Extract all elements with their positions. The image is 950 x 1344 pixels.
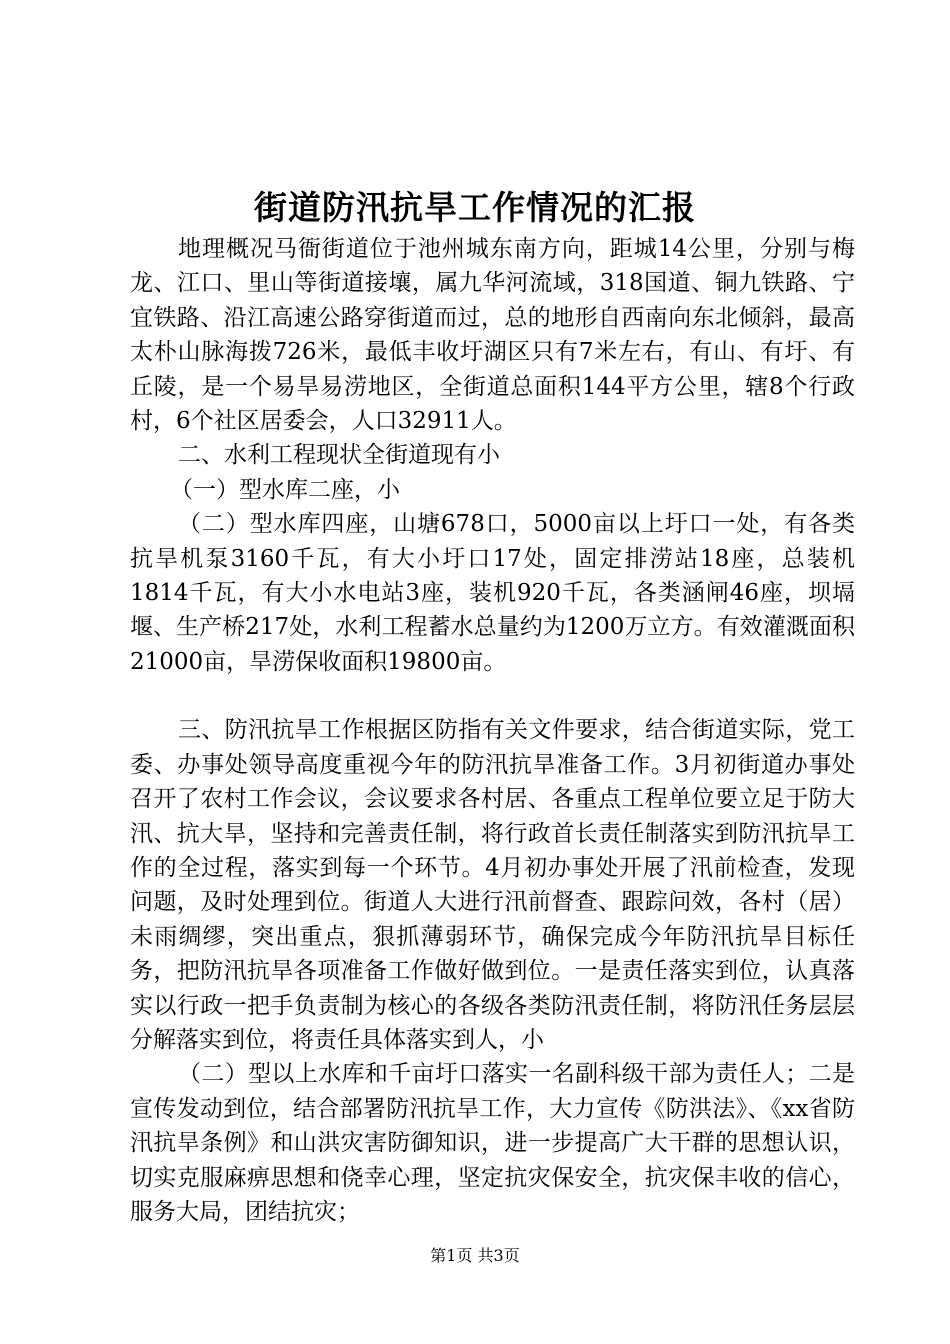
document-title: 街道防汛抗旱工作情况的汇报 <box>254 188 696 227</box>
page-footer: 第1页 共3页 <box>430 1246 520 1265</box>
paragraph-overview: 地理概况马衙街道位于池州城东南方向，距城14公里，分别与梅龙、江口、里山等街道接壤，属九华河流域，318国道、铜九铁路、宁宜铁路、沿江高速公路穿街道而过，总的地形自西南向东北倾斜，最高太朴山脉海拨726米，最低丰收圩湖区只有7米左右，有山、有圩、有丘陵，是一个易旱易涝地区，全街道总面积144平方公里，辖8个行政村，6个社区居委会，人口32911人。 <box>130 236 855 435</box>
paragraph-spacer <box>130 679 855 713</box>
paragraph-water-projects-heading: 二、水利工程现状全街道现有小 <box>178 442 500 469</box>
paragraph-reservoir-type-two: （二）型水库四座，山塘678口，5000亩以上圩口一处，有各类抗旱机泵3160千瓦，有大小圩口17处，固定排涝站18座，总装机1814千瓦，有大小水电站3座，装机920千瓦，各类涵闸46座，坝塥堰、生产桥217处，水利工程蓄水总量约为1200万立方。有效灌溉面积21000亩，旱涝保收面积19800亩。 <box>130 511 855 675</box>
paragraph-reservoir-type-one: （一）型水库二座，小 <box>170 476 400 503</box>
document-body <box>130 232 855 1229</box>
paragraph-flood-drought-work: 三、防汛抗旱工作根据区防指有关文件要求，结合街道实际，党工委、办事处领导高度重视今年的防汛抗旱准备工作。3月初街道办事处召开了农村工作会议，会议要求各村居、各重点工程单位要立足于防大汛、抗大旱，坚持和完善责任制，将行政首长责任制落实到防汛抗旱工作的全过程，落实到每一个环节。4月初办事处开展了汛前检查，发现问题，及时处理到位。街道人大进行汛前督查、跟踪问效，各村（居）未雨绸缪，突出重点，狠抓薄弱环节，确保完成今年防汛抗旱目标任务，把防汛抗旱各项准备工作做好做到位。一是责任落实到位，认真落实以行政一把手负责制为核心的各级各类防汛责任制，将防汛任务层层分解落实到位，将责任具体落实到人，小 <box>130 717 855 1053</box>
paragraph-responsibility-publicity: （二）型以上水库和千亩圩口落实一名副科级干部为责任人；二是宣传发动到位，结合部署防汛抗旱工作，大力宣传《防洪法》、《xx省防汛抗旱条例》和山洪灾害防御知识，进一步提高广大干群的思想认识，切实克服麻痹思想和侥幸心理，坚定抗灾保安全，抗灾保丰收的信心，服务大局，团结抗灾； <box>130 1061 855 1225</box>
